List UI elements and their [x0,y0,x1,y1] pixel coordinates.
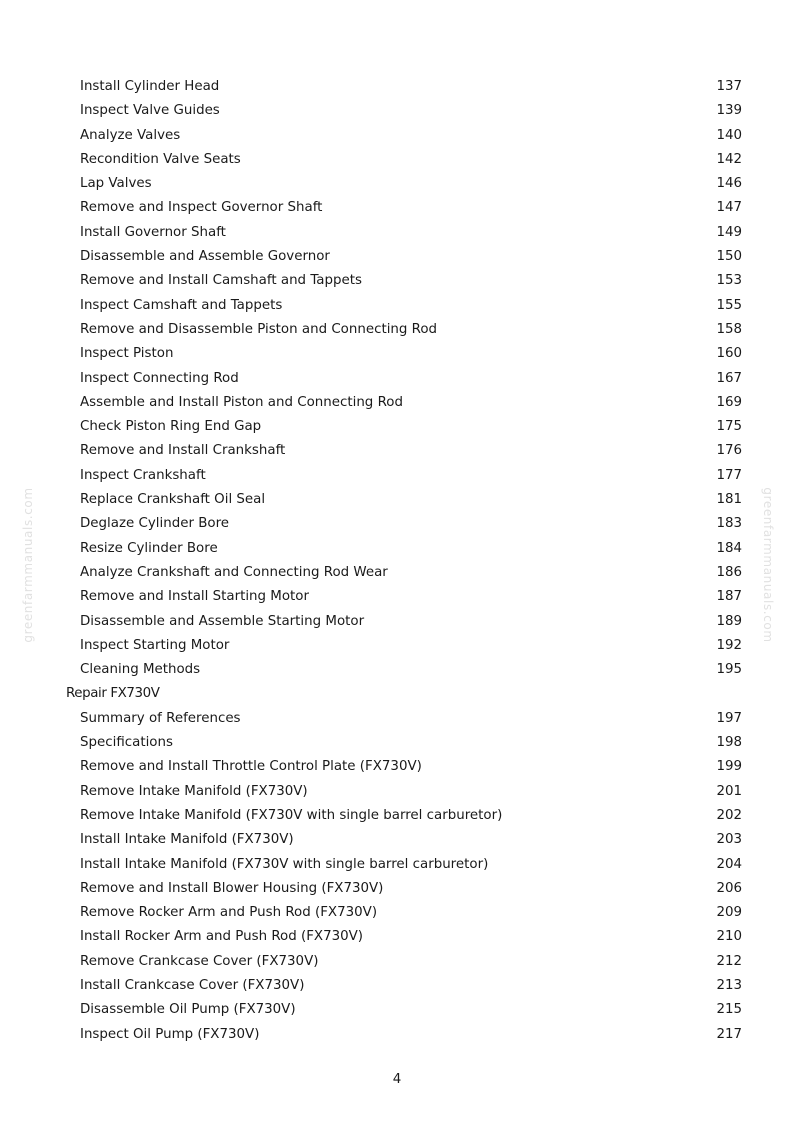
toc-entry-title: Install Intake Manifold (FX730V) [80,832,294,848]
toc-entry-title: Remove and Install Crankshaft [80,443,286,459]
toc-entry [0,998,794,1022]
toc-entry-title: Install Cylinder Head [80,79,220,94]
toc-entry-title: Remove and Disassemble Piston and Connecting Rod [80,321,438,337]
toc-entry [0,99,794,123]
toc-entry [0,415,794,439]
toc-entry-page: 153 [716,273,742,289]
page-number: 4 [392,1072,402,1087]
toc-entry [0,512,794,536]
table-of-contents [0,75,794,1047]
toc-entry-title: Summary of References [80,710,241,726]
toc-entry-title: Specifications [80,735,173,751]
toc-entry-title: Remove Intake Manifold (FX730V with single barrel carburetor) [80,807,503,823]
toc-entry-title: Inspect Connecting Rod [80,370,239,386]
toc-entry-title: Resize Cylinder Bore [80,540,218,556]
toc-entry [0,925,794,949]
toc-entry [0,707,794,731]
toc-entry-page: 169 [716,394,742,410]
toc-entry [0,318,794,342]
toc-entry-page: 217 [716,1026,742,1042]
toc-entry-title: Check Piston Ring End Gap [80,419,262,435]
toc-entry [0,853,794,877]
toc-entry-page: 183 [716,516,742,532]
toc-entry [0,294,794,318]
toc-entry-page: 149 [716,224,742,240]
toc-entry-page: 177 [716,467,742,483]
toc-entry-page: 155 [716,297,742,313]
toc-entry-title: Inspect Starting Motor [80,637,230,653]
toc-entry [0,148,794,172]
toc-entry [0,221,794,245]
toc-entry [0,1023,794,1047]
toc-entry-page: 186 [716,564,742,580]
toc-entry [0,731,794,755]
toc-entry-page: 137 [716,79,742,94]
toc-entry-page: 167 [716,370,742,386]
toc-entry [0,124,794,148]
toc-entry [0,172,794,196]
toc-entry [0,269,794,293]
toc-entry-page: 199 [716,759,742,775]
toc-entry-page: 150 [716,249,742,265]
toc-entry [0,537,794,561]
toc-entry-title: Analyze Crankshaft and Connecting Rod Wear [80,564,388,580]
toc-entry [0,828,794,852]
toc-entry [0,658,794,682]
toc-entry-title: Remove Crankcase Cover (FX730V) [80,953,319,969]
toc-entry-title: Install Governor Shaft [80,224,226,240]
toc-entry-title: Disassemble and Assemble Starting Motor [80,613,365,629]
toc-entry-title: Install Intake Manifold (FX730V with single barrel carburetor) [80,856,489,872]
toc-entry-page: 192 [716,637,742,653]
toc-entry-page: 206 [716,880,742,896]
toc-entry-title: Inspect Camshaft and Tappets [80,297,283,313]
toc-entry-page: 204 [716,856,742,872]
toc-entry-title: Repair FX730V [66,686,160,702]
toc-entry [0,610,794,634]
toc-entry-title: Inspect Oil Pump (FX730V) [80,1026,260,1042]
toc-entry-page: 176 [716,443,742,459]
toc-entry-page: 209 [716,905,742,921]
toc-entry-title: Remove and Install Starting Motor [80,589,309,605]
toc-entry-page: 158 [716,321,742,337]
toc-entry [0,245,794,269]
toc-entry-title: Remove and Install Throttle Control Plate (FX730V) [80,759,422,775]
toc-entry-title: Lap Valves [80,176,152,192]
toc-entry-title: Cleaning Methods [80,662,201,678]
toc-entry-page: 201 [716,783,742,799]
toc-entry [0,755,794,779]
toc-entry-title: Remove and Install Camshaft and Tappets [80,273,362,289]
toc-entry [0,391,794,415]
toc-entry-page: 184 [716,540,742,556]
toc-entry [0,342,794,366]
toc-entry-page: 212 [716,953,742,969]
watermark-left: greenfarmmanuals.com [21,487,35,643]
toc-entry-page: 195 [716,662,742,678]
toc-entry-page: 215 [716,1002,742,1018]
toc-entry-page: 160 [716,346,742,362]
toc-entry-title: Remove and Install Blower Housing (FX730V) [80,880,384,896]
toc-entry-page: 210 [716,929,742,945]
toc-entry-title: Deglaze Cylinder Bore [80,516,230,532]
toc-entry-page: 189 [716,613,742,629]
toc-entry [0,877,794,901]
watermark-right: greenfarmmanuals.com [761,487,775,643]
toc-entry-page: 146 [716,176,742,192]
toc-entry-page: 202 [716,807,742,823]
toc-entry-page: 187 [716,589,742,605]
toc-entry [0,634,794,658]
toc-entry [0,75,794,99]
toc-entry-page: 175 [716,419,742,435]
toc-entry [0,974,794,998]
toc-entry [0,488,794,512]
toc-entry-title: Install Crankcase Cover (FX730V) [80,977,305,993]
toc-entry-page: 203 [716,832,742,848]
toc-entry [0,901,794,925]
toc-entry-page: 139 [716,103,742,119]
toc-entry [0,439,794,463]
toc-entry-page: 140 [716,127,742,143]
toc-entry [0,561,794,585]
toc-entry-page: 213 [716,977,742,993]
toc-entry-title: Analyze Valves [80,127,181,143]
toc-entry [0,196,794,220]
toc-entry [0,804,794,828]
toc-section-heading [0,682,794,706]
toc-entry-title: Remove Rocker Arm and Push Rod (FX730V) [80,905,378,921]
toc-entry-page: 147 [716,200,742,216]
toc-entry-title: Disassemble and Assemble Governor [80,249,330,265]
toc-entry-page: 197 [716,710,742,726]
toc-entry [0,950,794,974]
toc-entry-title: Inspect Crankshaft [80,467,206,483]
toc-entry-title: Disassemble Oil Pump (FX730V) [80,1002,296,1018]
toc-entry-title: Replace Crankshaft Oil Seal [80,492,266,508]
toc-entry-page: 198 [716,735,742,751]
toc-entry-title: Assemble and Install Piston and Connecting Rod [80,394,403,410]
toc-entry [0,464,794,488]
toc-entry [0,585,794,609]
toc-entry-page: 142 [716,151,742,167]
toc-entry-title: Remove and Inspect Governor Shaft [80,200,323,216]
toc-entry [0,367,794,391]
toc-entry-title: Inspect Piston [80,346,174,362]
toc-entry-title: Inspect Valve Guides [80,103,220,119]
toc-entry-title: Remove Intake Manifold (FX730V) [80,783,308,799]
toc-entry [0,780,794,804]
toc-entry-title: Recondition Valve Seats [80,151,241,167]
toc-entry-page: 181 [716,492,742,508]
toc-entry-title: Install Rocker Arm and Push Rod (FX730V) [80,929,364,945]
